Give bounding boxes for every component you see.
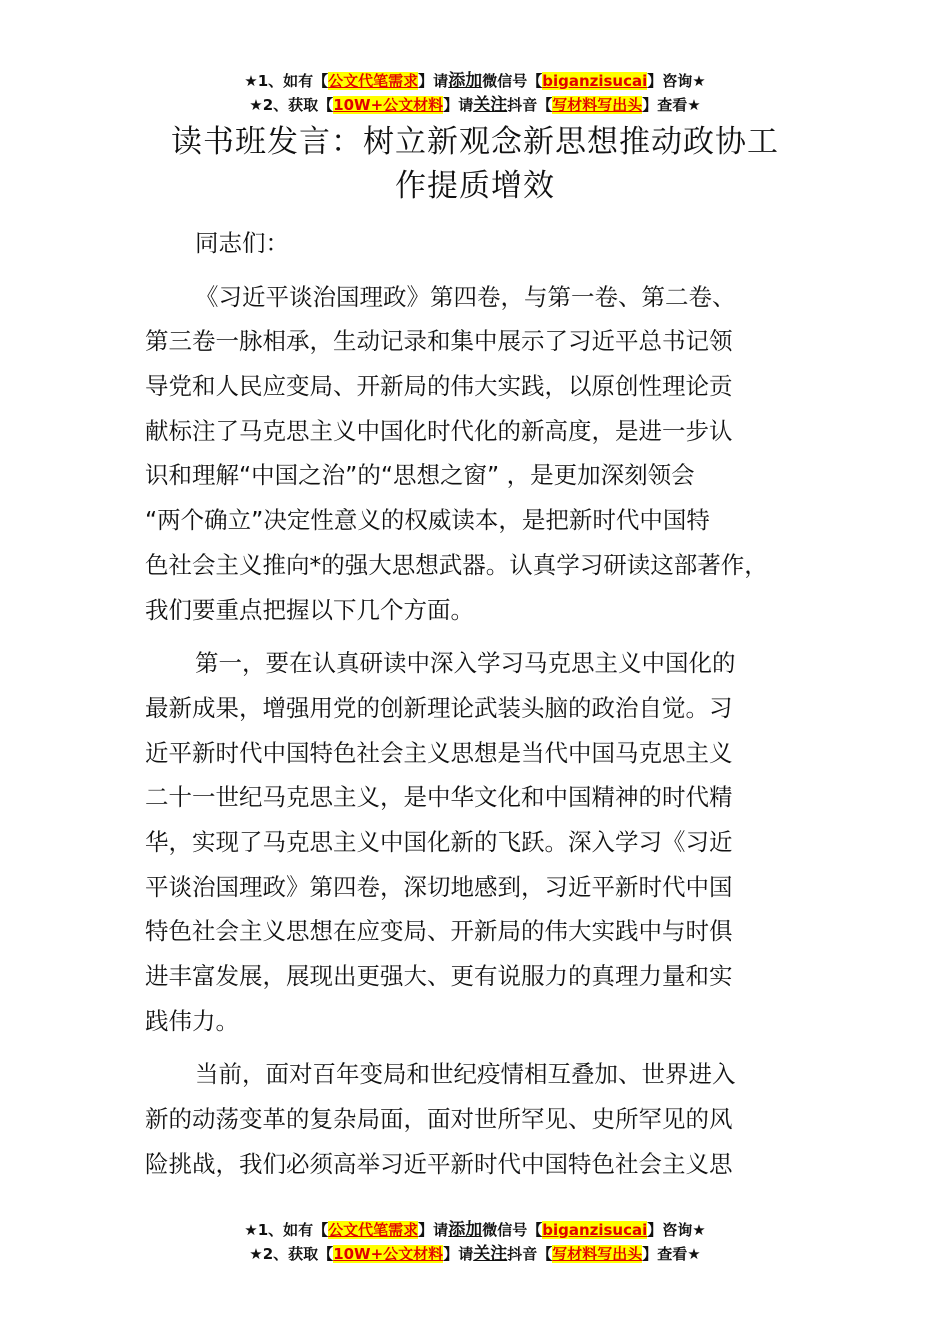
paragraph-line: 《习近平谈治国理政》第四卷，与第一卷、第二卷、 bbox=[195, 282, 736, 311]
paragraph-line: 新的动荡变革的复杂局面，面对世所罕见、史所罕见的风 bbox=[145, 1105, 733, 1134]
text: ★1、如有【 bbox=[244, 1221, 329, 1239]
salutation: 同志们： bbox=[195, 229, 289, 257]
page-title bbox=[0, 120, 950, 208]
highlight: 公文代笔需求 bbox=[328, 72, 419, 90]
douyin-id: 写材料写出头 bbox=[552, 96, 643, 114]
paragraph-line: 最新成果，增强用党的创新理论武装头脑的政治自觉。习 bbox=[145, 693, 733, 722]
paragraph-line: 特色社会主义思想在应变局、开新局的伟大实践中与时俱 bbox=[145, 917, 733, 946]
paragraph-line: 第一，要在认真研读中深入学习马克思主义中国化的 bbox=[195, 649, 736, 678]
text: 抖音【 bbox=[507, 96, 553, 114]
text: 】咨询★ bbox=[647, 72, 706, 90]
text: 微信号【 bbox=[482, 1221, 543, 1239]
text: 微信号【 bbox=[482, 72, 543, 90]
douyin-id: 写材料写出头 bbox=[552, 1245, 643, 1263]
paragraph-line: 进丰富发展，展现出更强大、更有说服力的真理力量和实 bbox=[145, 962, 733, 990]
text: 抖音【 bbox=[507, 1245, 553, 1263]
banner-line-1 bbox=[0, 69, 950, 93]
banner-line-2 bbox=[0, 93, 950, 117]
text: 】请 bbox=[443, 96, 474, 114]
wechat-id: biganzisucai bbox=[542, 72, 648, 90]
paragraph-line: 险挑战，我们必须高举习近平新时代中国特色社会主义思 bbox=[145, 1149, 733, 1178]
text: 】请 bbox=[418, 1221, 449, 1239]
text: 】查看★ bbox=[642, 96, 701, 114]
bottom-banner bbox=[0, 1218, 950, 1266]
top-banner bbox=[0, 69, 950, 117]
paragraph-line: 我们要重点把握以下几个方面。 bbox=[145, 595, 474, 624]
wechat-id: biganzisucai bbox=[542, 1221, 648, 1239]
paragraph-line: 二十一世纪马克思主义，是中华文化和中国精神的时代精 bbox=[145, 783, 733, 812]
paragraph-line: 践伟力。 bbox=[145, 1006, 239, 1035]
banner-line-2 bbox=[0, 1242, 950, 1266]
paragraph-line: 识和理解“中国之治”的“思想之窗” ，是更加深刻领会 bbox=[145, 461, 695, 490]
text: 】查看★ bbox=[642, 1245, 701, 1263]
paragraph-line: 第三卷一脉相承，生动记录和集中展示了习近平总书记领 bbox=[145, 327, 733, 356]
underlined-text: 添加 bbox=[448, 71, 483, 91]
paragraph-line: 导党和人民应变局、开新局的伟大实践，以原创性理论贡 bbox=[145, 372, 733, 401]
paragraph bbox=[145, 641, 835, 1043]
text: ★2、获取【 bbox=[249, 96, 334, 114]
paragraph-line: 华，实现了马克思主义中国化新的飞跃。深入学习《习近 bbox=[145, 827, 733, 856]
text: 】请 bbox=[418, 72, 449, 90]
title-line: 读书班发言：树立新观念新思想推动政协工 bbox=[171, 124, 779, 160]
paragraph-line: 当前，面对百年变局和世纪疫情相互叠加、世界进入 bbox=[195, 1060, 736, 1089]
highlight: 10W+公文材料 bbox=[333, 1245, 444, 1263]
paragraph-line: “两个确立”决定性意义的权威读本，是把新时代中国特 bbox=[145, 506, 710, 535]
text: ★1、如有【 bbox=[244, 72, 329, 90]
paragraph-line: 色社会主义推向*的强大思想武器。认真学习研读这部著作， bbox=[145, 550, 768, 579]
underlined-text: 关注 bbox=[473, 95, 508, 115]
highlight: 公文代笔需求 bbox=[328, 1221, 419, 1239]
text: 】请 bbox=[443, 1245, 474, 1263]
paragraph-line: 献标注了马克思主义中国化时代化的新高度，是进一步认 bbox=[145, 416, 733, 445]
underlined-text: 添加 bbox=[448, 1220, 483, 1240]
paragraph bbox=[145, 1052, 835, 1186]
paragraph bbox=[145, 275, 835, 633]
title-line: 作提质增效 bbox=[395, 168, 555, 204]
paragraph-line: 近平新时代中国特色社会主义思想是当代中国马克思主义 bbox=[145, 738, 733, 767]
text: ★2、获取【 bbox=[249, 1245, 334, 1263]
highlight: 10W+公文材料 bbox=[333, 96, 444, 114]
banner-line-1 bbox=[0, 1218, 950, 1242]
document-body bbox=[145, 221, 835, 1195]
paragraph-line: 平谈治国理政》第四卷，深切地感到，习近平新时代中国 bbox=[145, 872, 733, 901]
underlined-text: 关注 bbox=[473, 1244, 508, 1264]
text: 】咨询★ bbox=[647, 1221, 706, 1239]
